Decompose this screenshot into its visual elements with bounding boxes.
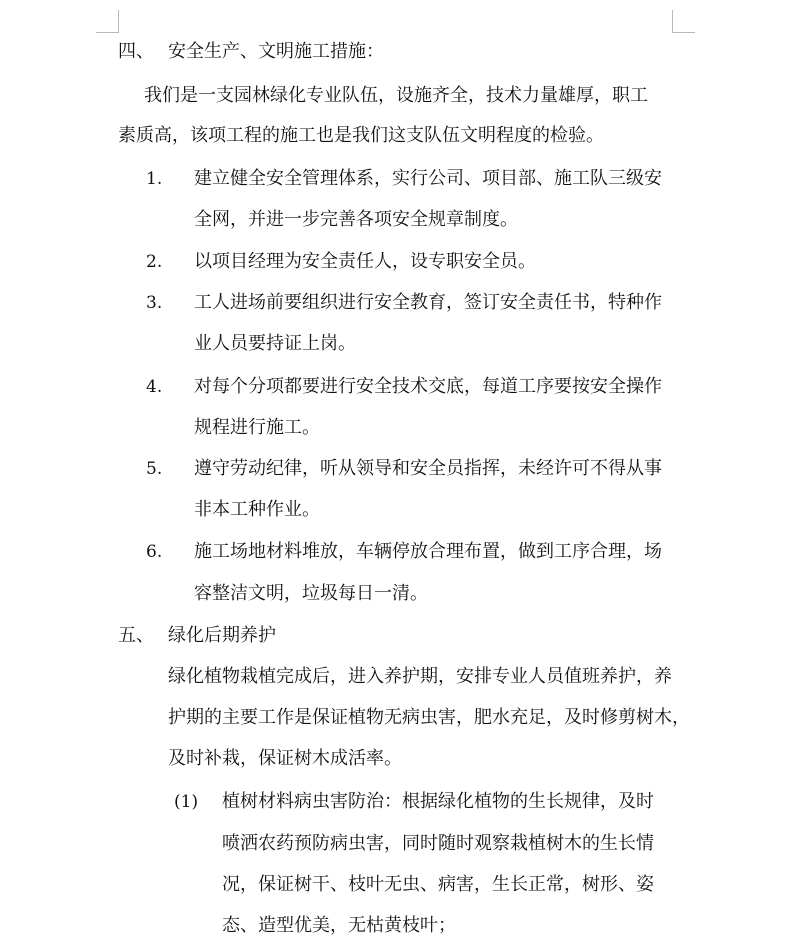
section5-intro-line-2: 护期的主要工作是保证植物无病虫害，肥水充足，及时修剪树木， bbox=[168, 707, 690, 728]
list-item-line: 遵守劳动纪律，听从领导和安全员指挥，未经许可不得从事 bbox=[194, 458, 662, 479]
list-item-number: 3. bbox=[146, 293, 163, 313]
list-item-number: 1. bbox=[146, 169, 163, 189]
list-item-line: 全网，并进一步完善各项安全规章制度。 bbox=[194, 209, 518, 230]
list-item-line: 施工场地材料堆放，车辆停放合理布置，做到工序合理，场 bbox=[194, 541, 662, 562]
section5-intro-line-1: 绿化植物栽植完成后，进入养护期，安排专业人员值班养护，养 bbox=[168, 666, 672, 687]
section4-intro-line-2: 素质高，该项工程的施工也是我们这支队伍文明程度的检验。 bbox=[118, 125, 604, 146]
list-item-line: 对每个分项都要进行安全技术交底，每道工序要按安全操作 bbox=[194, 376, 662, 397]
list-item-number: 2. bbox=[146, 252, 163, 272]
sub-item-line: 态、造型优美，无枯黄枝叶； bbox=[222, 915, 456, 936]
list-item-number: 5. bbox=[146, 459, 163, 479]
list-item-line: 容整洁文明，垃圾每日一清。 bbox=[194, 583, 428, 604]
list-item-line: 规程进行施工。 bbox=[194, 417, 320, 438]
list-item-line: 建立健全安全管理体系，实行公司、项目部、施工队三级安 bbox=[194, 168, 662, 189]
section5-intro-line-3: 及时补栽，保证树木成活率。 bbox=[168, 748, 402, 769]
list-item-line: 非本工种作业。 bbox=[194, 499, 320, 520]
page-corner-mark-top-right bbox=[672, 10, 695, 33]
section4-intro-line-1: 我们是一支园林绿化专业队伍，设施齐全，技术力量雄厚，职工 bbox=[144, 85, 648, 106]
list-item-line: 以项目经理为安全责任人，设专职安全员。 bbox=[194, 251, 536, 272]
page-corner-mark-top-left bbox=[96, 10, 119, 33]
sub-item-number: (1) bbox=[174, 792, 199, 812]
sub-item-line: 喷洒农药预防病虫害，同时随时观察栽植树木的生长情 bbox=[222, 833, 654, 854]
section5-heading: 绿化后期养护 bbox=[168, 625, 276, 646]
section5-number: 五、 bbox=[118, 625, 154, 646]
list-item-number: 4. bbox=[146, 377, 163, 397]
section4-heading: 安全生产、文明施工措施： bbox=[168, 41, 384, 62]
list-item-line: 业人员要持证上岗。 bbox=[194, 333, 356, 354]
section4-number: 四、 bbox=[118, 41, 154, 62]
list-item-line: 工人进场前要组织进行安全教育，签订安全责任书，特种作 bbox=[194, 292, 662, 313]
sub-item-line: 植树材料病虫害防治：根据绿化植物的生长规律，及时 bbox=[222, 791, 654, 812]
list-item-number: 6. bbox=[146, 542, 163, 562]
sub-item-line: 况，保证树干、枝叶无虫、病害，生长正常，树形、姿 bbox=[222, 874, 654, 895]
